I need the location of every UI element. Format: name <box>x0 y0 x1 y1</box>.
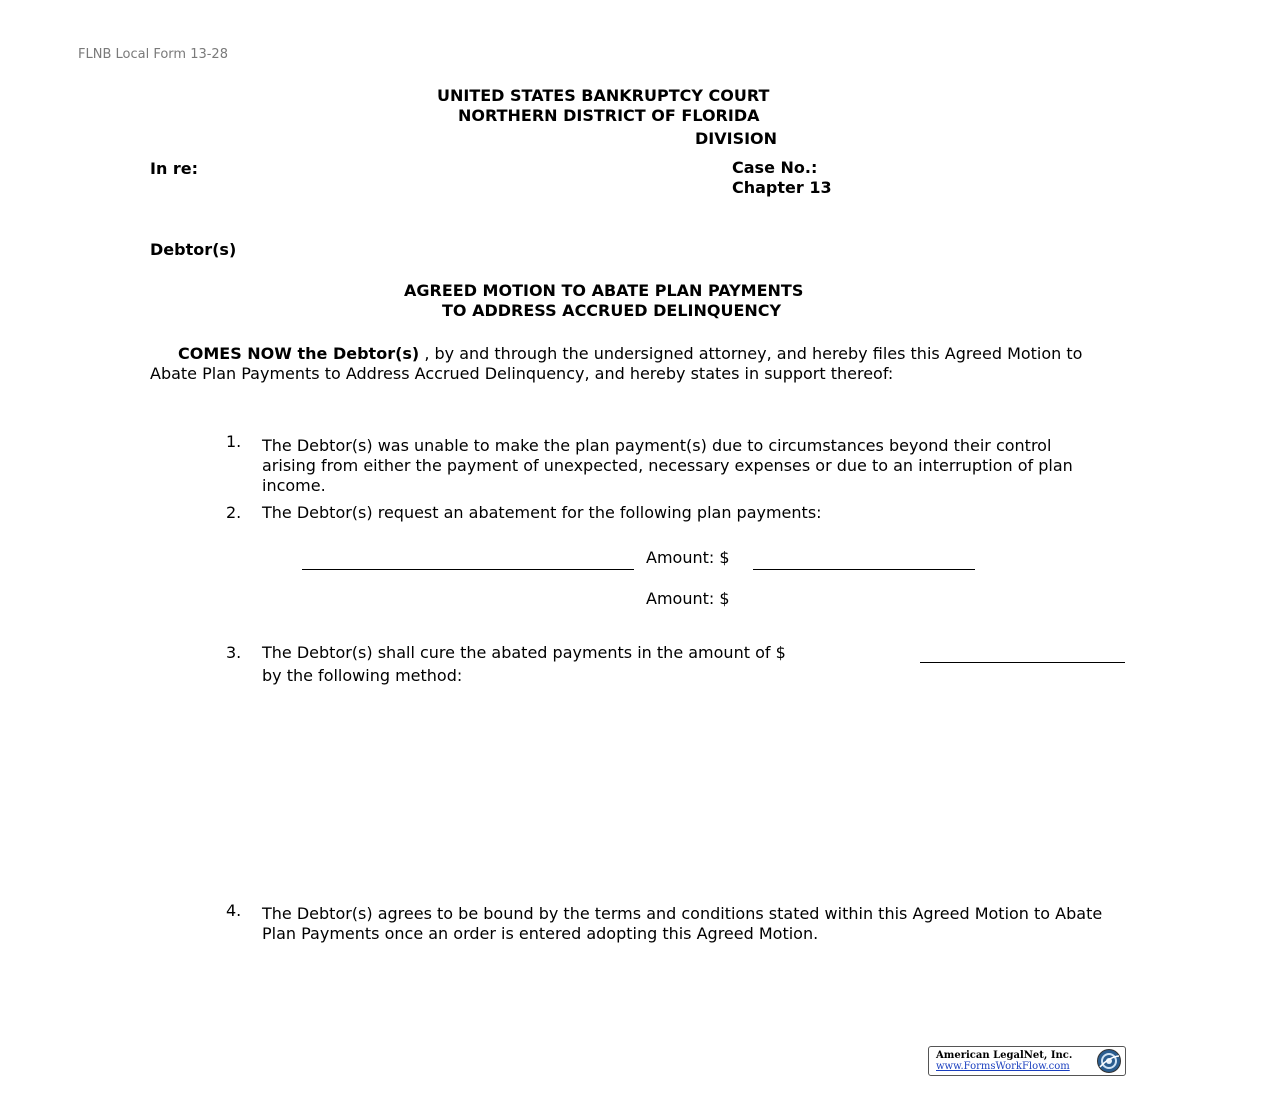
item-3-method-text: by the following method: <box>262 666 463 685</box>
court-district: NORTHERN DISTRICT OF FLORIDA <box>458 106 760 125</box>
amount-field-1[interactable] <box>753 569 975 570</box>
case-number-label: Case No.: <box>732 158 818 177</box>
court-division: DIVISION <box>695 129 778 148</box>
intro-lead: COMES NOW the Debtor(s) <box>178 344 420 363</box>
globe-icon <box>1096 1048 1122 1074</box>
item-4-number: 4. <box>226 901 242 920</box>
item-3-number: 3. <box>226 643 242 662</box>
intro-text: , by and through the undersigned attorney, and hereby files this Agreed Motion to Abate Plan Payments to Address Accrued Delinquency, and hereby states in support thereof: <box>150 344 1083 383</box>
logo-company-name: American LegalNet, Inc. <box>936 1050 1073 1061</box>
chapter-label: Chapter 13 <box>732 178 832 197</box>
motion-title: AGREED MOTION TO ABATE PLAN PAYMENTS <box>404 281 804 300</box>
item-3-text: The Debtor(s) shall cure the abated payments in the amount of $ <box>262 643 786 662</box>
logo-url-link[interactable]: www.FormsWorkFlow.com <box>936 1061 1070 1072</box>
debtors-label: Debtor(s) <box>150 240 237 259</box>
amount-label-2: Amount: $ <box>646 589 730 608</box>
in-re-label: In re: <box>150 159 199 178</box>
item-2-number: 2. <box>226 503 242 522</box>
court-name: UNITED STATES BANKRUPTCY COURT <box>437 86 770 105</box>
item-4-text: The Debtor(s) agrees to be bound by the terms and conditions stated within this Agreed Motion to Abate Plan Payments once an order is entered adopting this Agreed Motion. <box>262 904 1103 943</box>
cure-amount-field[interactable] <box>920 662 1125 663</box>
intro-paragraph <box>150 344 1125 384</box>
item-2-text: The Debtor(s) request an abatement for the following plan payments: <box>262 503 822 522</box>
amount-label-1: Amount: $ <box>646 548 730 567</box>
motion-subtitle: TO ADDRESS ACCRUED DELINQUENCY <box>442 301 782 320</box>
item-1-text: The Debtor(s) was unable to make the plan payment(s) due to circumstances beyond their control arising from either the payment of unexpected, necessary expenses or due to an interruption of plan income. <box>262 436 1073 495</box>
legalnet-logo[interactable] <box>928 1046 1126 1076</box>
payment-period-field[interactable] <box>302 569 634 570</box>
form-id: FLNB Local Form 13-28 <box>78 47 228 62</box>
item-1-number: 1. <box>226 432 242 451</box>
